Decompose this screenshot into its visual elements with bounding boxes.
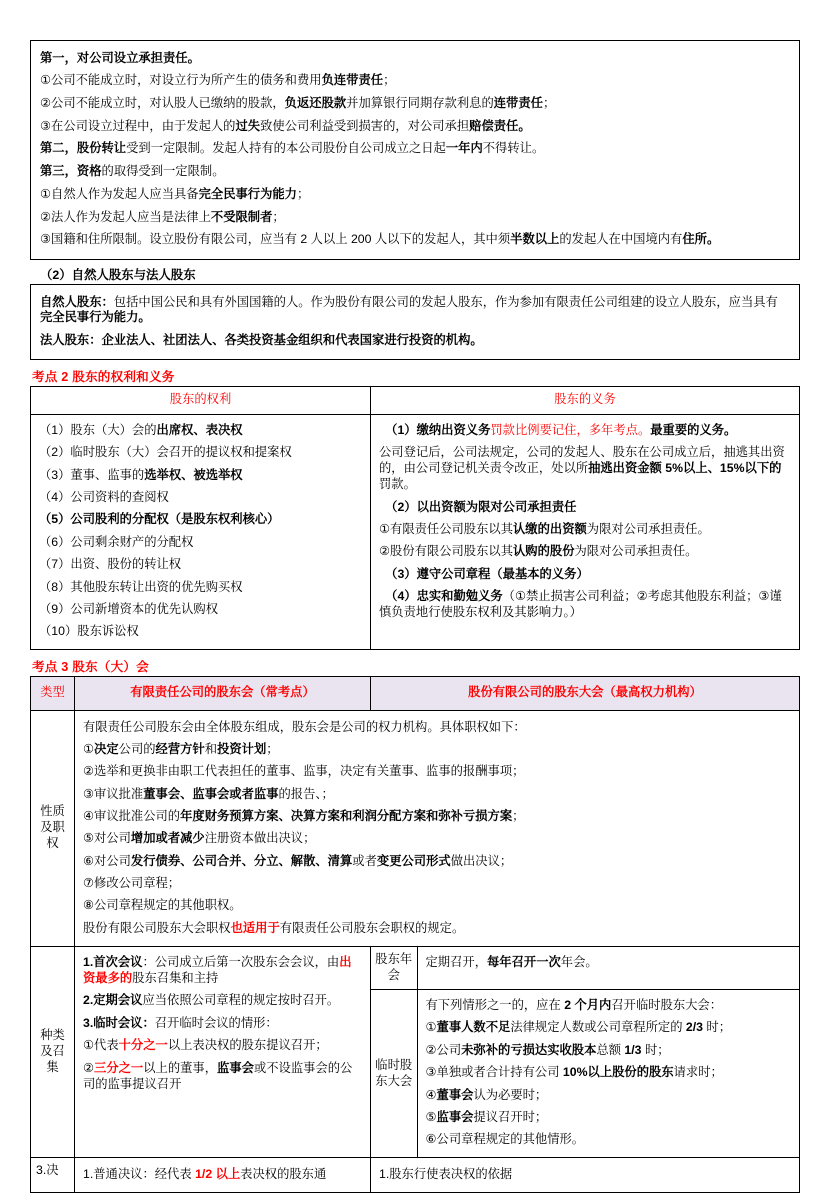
text-line [39,621,362,643]
text-line [83,873,791,895]
text-run: 股东会 [216,685,254,700]
text-run: 股东大会 [554,685,604,700]
text-run: ； [542,95,556,110]
text-line [39,599,362,621]
text-line [39,576,362,598]
types-convening-limited-cell [75,946,371,1157]
text-line [39,420,362,442]
text-line [39,465,362,487]
text-run: 和 [204,741,218,756]
text-run: 为限对公司承担责任。 [574,544,698,559]
text-line [40,206,790,229]
text-run: ③审议批准 [83,786,144,801]
text-run: 十分之一 [118,1038,168,1053]
text-line [40,138,790,161]
text-run: 年会。 [560,955,598,970]
text-run: 负连带责任 [321,73,384,88]
text-run: （2）临时股东（大）会召开的提议权和提案权 [39,445,292,460]
text-run: （6）公司剩余财产的分配权 [39,534,194,549]
text-line [379,519,791,541]
text-line [83,761,791,783]
text-run: 召开临时会议的情形： [154,1015,278,1030]
text-run: 赔偿责任。 [469,118,531,133]
text-line [83,952,362,990]
text-run: 股份转让 [76,141,127,156]
text-line [426,1062,792,1084]
text-run: 抽逃出资金额 5%以上、15%以下的 [588,461,782,476]
text-run: ⑥公司章程规定的其他情形。 [425,1132,585,1147]
text-line [83,1057,362,1095]
text-line [39,442,362,464]
text-run: 股份 [468,685,493,700]
nature-powers-content [75,711,800,947]
text-run: 10%以上股份的股东 [562,1065,674,1080]
text-run: 监事会 [436,1109,474,1124]
text-line [40,47,790,70]
text-line [83,682,362,704]
text-line [379,541,791,563]
text-run: （5）公司股利的分配权（是股东权利核心） [39,512,280,527]
text-run: 法人股东：企业法人、社团法人、各类投资基金组织和代表国家进行投资的机构。 [40,332,483,347]
text-run: 董事人数不足 [436,1020,511,1035]
text-run: 资格 [76,164,102,179]
text-line [83,828,791,850]
text-run: 法律规定人数或公司章程所定的 [510,1020,686,1035]
text-run: 不受限制者 [210,209,273,224]
text-line [379,420,791,442]
text-run: 包括中国公民和具有外国国籍的人。作为股份有限公司的发起人股东，作为参加有限责任公司组建的设立人股东，应当具有 [113,294,778,309]
text-run: ⑤ [425,1109,437,1124]
text-line [83,851,791,873]
text-run: ：公司成立后第一次股东会会议，由 [142,955,340,970]
col-header-rights: 股东的权利 [31,386,371,414]
text-run: 连带责任 [493,95,543,110]
text-run: 罚款比例要记住，多年考点。 [490,422,651,437]
text-run: 总额 [596,1042,625,1057]
text-run: （10）股东诉讼权 [39,624,139,639]
rights-lines [39,420,362,644]
col-header-limited-company [75,676,371,710]
text-run: （最高权力机构） [603,685,702,700]
text-run: 监事会 [217,1060,254,1075]
text-line [426,1017,792,1039]
text-line [39,509,362,531]
text-run: 年度财务预算方案、决算方案和利润分配方案和弥补亏损方案 [180,808,513,823]
col-header-type: 类型 [31,676,75,710]
shareholders-meeting-table [30,676,800,1193]
duties-cell [371,414,800,650]
text-line [40,92,790,115]
text-line [379,442,791,496]
text-run: 罚款。 [379,477,416,492]
text-line [40,115,790,138]
text-run: 住所。 [682,232,720,247]
text-run: 时； [641,1042,670,1057]
text-run: （1）股东（大）会的 [39,422,157,437]
text-run: 过失 [235,118,261,133]
text-run: （3）遵守公司章程（最基本的义务） [379,566,589,581]
text-run: 未弥补的亏损达实收股本 [461,1042,597,1057]
text-line [83,918,791,940]
text-run: 股份有限公司股东大会职权 [83,920,231,935]
meeting-subtype-row [371,947,799,989]
text-run: （4）忠实和勤勉义务 [379,589,503,604]
text-line [426,952,792,974]
text-line [40,329,790,352]
text-line [379,586,791,624]
text-line [40,183,790,206]
text-run: ②公司 [425,1042,462,1057]
text-run: 的报告、； [278,786,334,801]
text-run: 注册资本做出决议； [204,831,316,846]
text-run: 定期召开， [425,955,487,970]
text-run: 1.首次会议 [83,955,143,970]
text-run: 出席权、表决权 [156,422,243,437]
text-run: 受到一定限制。发起人持有的本公司股份自公司成立之日起 [126,141,446,156]
text-run: 2/3 [685,1020,704,1035]
text-run: ； [266,741,279,756]
text-line [379,682,791,704]
text-run: 1.普通决议：经代表 [83,1166,196,1181]
text-run: 提议召开时； [473,1109,548,1124]
text-run: 认缴的出资额 [513,522,587,537]
types-convening-joint-cell [371,946,800,1157]
text-run: 三分之一 [94,1060,144,1075]
text-run: 公司登记后，公司法规定，公司的发起人、股东在公司成立后，抽逃其出资的，由公司登记机关责令改正，处以所 [379,445,785,476]
text-run: 半数以上 [510,232,560,247]
text-run: 有限责任公司的 [130,685,217,700]
text-run: ③国籍和住所限制。设立股份有限公司，应当有 2 人以上 200 人以下的发起人，其中须 [40,232,511,247]
text-run: ⑧公司章程规定的其他职权。 [83,898,242,913]
text-run: 也适用于 [230,920,280,935]
text-run: 做出决议； [450,853,513,868]
text-line [83,739,791,761]
text-run: 时； [703,1020,732,1035]
shareholder-types-box [30,284,800,360]
resolutions-limited-cell [75,1158,371,1192]
text-run: 致使公司利益受到损害的，对公司承担 [260,118,470,133]
text-run: 1.股东行使表决权的依据 [379,1166,513,1181]
text-line [83,1013,362,1035]
text-run: ②选举和更换非由职工代表担任的董事、监事，决定有关董事、监事的报酬事项； [83,764,525,779]
block1-lines [40,47,790,252]
text-line [426,1107,792,1129]
text-run: 第三， [40,164,77,179]
text-run: 2.定期会议 [83,993,143,1008]
text-run: （常考点） [253,685,315,700]
kaodian-3-heading: 考点 3 股东（大）会 [32,660,149,675]
responsibility-box [30,40,800,260]
text-line [39,554,362,576]
resolutions-joint-cell [371,1158,800,1192]
text-run: ； [383,73,396,88]
text-run: 股东召集和主持 [132,971,219,986]
text-run: （9）公司新增资本的优先认购权 [39,601,218,616]
nature-powers-lines [83,716,791,940]
text-run: ②公司不能成立时，对认股人已缴纳的股款， [40,95,285,110]
text-run: ①代表 [83,1038,119,1053]
text-run: ① [83,741,95,756]
text-run: ； [512,808,525,823]
text-run: （3）董事、监事的 [39,467,145,482]
text-run: ④审议批准公司的 [83,808,181,823]
meeting-subtype-content [417,989,799,1157]
text-run: 有下列情形之一的，应在 [425,998,565,1013]
kaodian-2-heading: 考点 2 股东的权利和义务 [32,370,175,385]
table-row [31,414,800,650]
text-run: 每年召开一次 [487,955,561,970]
text-run: ②法人作为发起人应当是法律上 [40,209,211,224]
text-line [40,291,790,329]
text-run: 变更公司形式 [376,853,451,868]
text-line [40,161,790,184]
text-line [83,895,791,917]
text-run: 第一，对公司设立承担责任。 [40,50,200,65]
text-run: （1）缴纳出资义务 [379,422,491,437]
text-run: 完全民事行为能力 [198,186,297,201]
text-run: 并加算银行同期存款利息的 [346,95,494,110]
text-run: 召开临时股东大会： [611,998,723,1013]
text-run: 不得转让。 [482,141,545,156]
text-line [40,70,790,93]
text-run: 或者 [352,853,377,868]
text-run: 最重要的义务。 [650,422,737,437]
text-line [83,783,791,805]
text-run: 投资计划 [217,741,267,756]
text-run: 一年内 [445,141,483,156]
table-row-resolutions [31,1158,800,1192]
text-run: 1/2 以上 [195,1166,241,1181]
rights-cell [31,414,371,650]
text-run: 选举权、被选举权 [144,467,243,482]
text-run: 或不设监事会的公司的监事提议召开 [83,1060,353,1091]
text-run: ② [83,1060,95,1075]
col-header-duties: 股东的义务 [371,386,800,414]
text-line [40,229,790,252]
text-line [426,995,792,1017]
text-run: ③单独或者合计持有公司 [425,1065,563,1080]
text-run: 的发起人在中国境内有 [559,232,683,247]
block2-lines [40,291,790,352]
text-run: 增加或者减少 [130,831,205,846]
shareholder-rights-duties-table [30,386,800,651]
text-line [83,990,362,1012]
meeting-subtype-row [371,989,799,1157]
text-run: 1/3 [624,1042,642,1057]
text-line [83,806,791,828]
text-run: （①禁止损害公司利益；②考虑其他股东利益；③谨慎负责地行使股东权利及其影响力。） [379,589,782,620]
text-line [39,487,362,509]
text-run: 发行债券、公司合并、分立、解散、清算 [130,853,353,868]
duties-lines [379,420,791,624]
row-label-types-convening: 种类及召集 [31,946,75,1157]
text-line [426,1084,792,1106]
meeting-subtype-content [417,947,799,989]
row-label-resolutions: 3.决 [31,1158,75,1192]
text-run: 的取得受到一定限制。 [101,164,225,179]
text-run: 请求时； [673,1065,723,1080]
text-run: ； [272,209,285,224]
text-run: 表决权的股东通 [240,1166,327,1181]
text-run: ④ [425,1087,437,1102]
text-run: 董事会、监事会或者监事 [143,786,279,801]
meeting-subtype-label: 临时股东大会 [371,989,417,1157]
text-run: 第二， [40,141,77,156]
text-line [39,532,362,554]
types-convening-limited-lines [83,952,362,1096]
text-run: 有限责任公司股东会由全体股东组成，股东会是公司的权力机构。具体职权如下： [83,719,526,734]
text-run: 经营方针 [155,741,205,756]
text-line [83,1035,362,1057]
text-run: （4）公司资料的查阅权 [39,490,169,505]
text-run: 负返还股款 [284,95,347,110]
text-run: 董事会 [436,1087,474,1102]
text-line [426,1129,792,1151]
subsection-heading-natural-legal-shareholders: （2）自然人股东与法人股东 [40,267,196,282]
text-line [83,716,791,738]
text-run: 以上表决权的股东提议召开； [167,1038,328,1053]
text-run: ； [296,186,310,201]
text-run: 自然人股东： [40,294,114,309]
text-run: 有限公司的 [492,685,555,700]
text-run: 3.临时会议： [83,1015,155,1030]
text-run: ⑤对公司 [83,831,131,846]
text-run: 2 个月内 [564,998,612,1013]
text-run: ①有限责任公司股东以其 [379,522,513,537]
text-run: 公司的 [118,741,156,756]
text-run: ①自然人作为发起人应当具备 [40,186,199,201]
text-run: 认为必要时； [473,1087,548,1102]
table-row-nature-and-powers [31,711,800,947]
text-run: 完全民事行为能力。 [40,310,151,325]
text-run: ③在公司设立过程中，由于发起人的 [40,118,236,133]
text-run: （2）以出资额为限对公司承担责任 [379,499,577,514]
table-header-row [31,386,800,414]
text-run: ①公司不能成立时，对设立行为所产生的债务和费用 [40,73,322,88]
text-line [379,564,791,586]
text-run: 出资最多的 [83,955,352,986]
text-run: （7）出资、股份的转让权 [39,557,182,572]
meeting-subtype-label: 股东年会 [371,947,417,989]
text-run: 决定 [94,741,119,756]
text-run: 应当依照公司章程的规定按时召开。 [142,993,340,1008]
meeting-table-header-row [31,676,800,710]
meeting-subtypes-table [371,947,799,1157]
row-label-nature-powers: 性质及职权 [31,711,75,947]
col-header-joint-stock-company [371,676,800,710]
text-run: 认购的股份 [513,544,575,559]
table-row-types-and-convening [31,946,800,1157]
text-run: 以上的董事， [143,1060,218,1075]
text-run: 有限责任公司股东会职权的规定。 [279,920,465,935]
text-run: （8）其他股东转让出资的优先购买权 [39,579,243,594]
text-line [379,496,791,518]
text-run: ②股份有限公司股东以其 [379,544,513,559]
text-run: ⑦修改公司章程； [83,876,181,891]
text-run: 为限对公司承担责任。 [586,522,710,537]
text-run: ① [425,1020,437,1035]
text-line [426,1040,792,1062]
text-run: ⑥对公司 [83,853,131,868]
